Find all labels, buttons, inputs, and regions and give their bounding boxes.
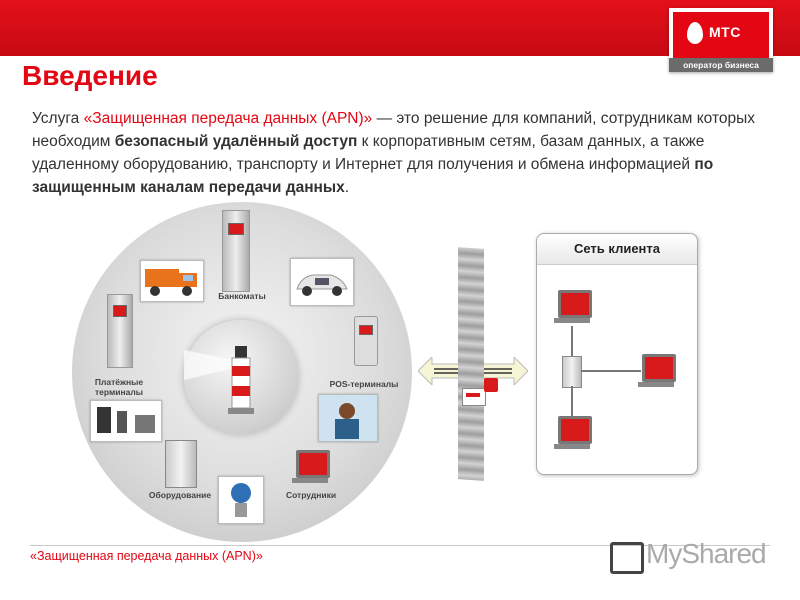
page-title: Введение — [22, 60, 158, 91]
keyboard-icon — [554, 444, 590, 449]
intro-part: — это решение для компаний, сотрудникам которых необходим — [32, 110, 756, 150]
employee-photo — [318, 394, 378, 442]
lighthouse-circle — [184, 320, 298, 434]
watermark-text: MyShared — [646, 538, 766, 569]
atm-screen — [228, 223, 244, 235]
person-icon — [319, 395, 377, 441]
envelope-stripe — [466, 393, 480, 397]
presentation-icon — [610, 542, 644, 574]
sensor-photo — [218, 476, 264, 524]
network-link — [571, 386, 573, 416]
label-employees: Сотрудники — [285, 490, 337, 500]
logo-subtitle: оператор бизнеса — [669, 58, 773, 72]
truck-photo — [140, 260, 204, 302]
keyboard-icon — [638, 382, 674, 387]
keyboard-icon — [554, 318, 590, 323]
payment-terminal-icon — [107, 294, 133, 368]
equipment-photo — [90, 400, 162, 442]
employee-monitor-icon — [296, 450, 330, 478]
network-link — [581, 370, 641, 372]
equipment-icon — [91, 401, 161, 441]
label-payment-terminals: Платёжные терминалы — [94, 377, 144, 397]
car-icon — [291, 259, 353, 305]
intro-part: Услуга — [32, 110, 84, 127]
label-equipment: Оборудование — [148, 490, 212, 500]
keyboard-icon — [292, 478, 328, 483]
myshared-watermark — [610, 538, 770, 574]
pos-terminal-icon — [354, 316, 378, 366]
sensor-icon — [219, 477, 263, 523]
intro-part: к корпоративным сетям, базам данных, а также удаленному оборудованию, транспорту и Интернет для получения и обмена информацией — [32, 133, 705, 173]
intro-part: . — [344, 179, 350, 196]
mts-logo — [669, 8, 773, 72]
service-name: «Защищенная передача данных (APN)» — [83, 110, 373, 127]
logo-red-panel — [673, 12, 769, 58]
intro-emphasis: безопасный удалённый доступ — [114, 133, 358, 150]
lock-icon — [484, 378, 498, 392]
client-server-icon — [562, 356, 582, 388]
logo-brand: МТС — [709, 24, 741, 40]
envelope-icon — [462, 388, 486, 406]
truck-icon — [141, 261, 203, 301]
label-pos-terminals: POS-терминалы — [329, 379, 399, 389]
client-network-title: Сеть клиента — [537, 234, 697, 265]
intro-emphasis: по защищенным каналам передачи данных — [32, 156, 714, 196]
car-photo — [290, 258, 354, 306]
client-monitor-right-icon — [642, 354, 676, 382]
terminal-screen — [113, 305, 127, 317]
label-atms: Банкоматы — [218, 291, 266, 301]
pos-screen — [359, 325, 373, 335]
firewall-wall — [458, 247, 484, 481]
network-link — [571, 326, 573, 356]
equipment-server-icon — [165, 440, 197, 488]
client-monitor-bottom-icon — [558, 416, 592, 444]
footer-service-name: «Защищенная передача данных (APN)» — [30, 549, 263, 563]
egg-icon — [687, 22, 703, 44]
lighthouse-icon — [184, 320, 298, 434]
intro-paragraph — [32, 107, 772, 199]
client-monitor-top-icon — [558, 290, 592, 318]
atm-icon — [222, 210, 250, 292]
